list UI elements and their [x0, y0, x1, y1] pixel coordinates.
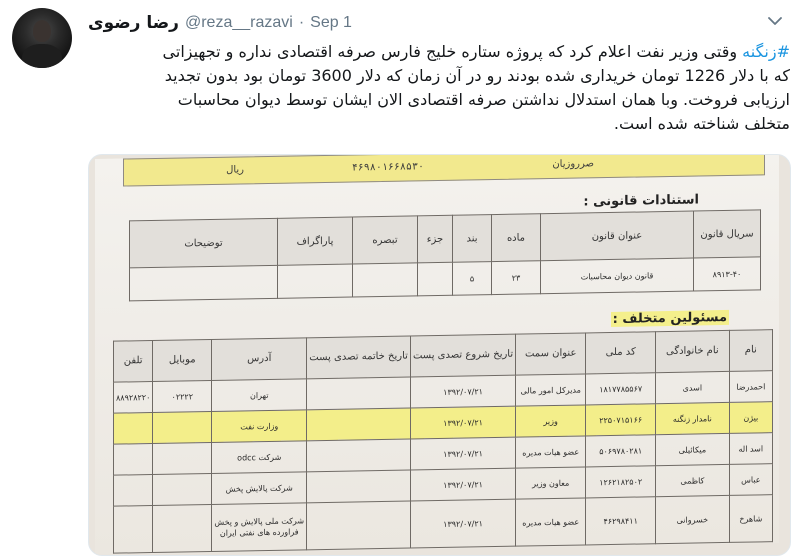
resp-cell — [153, 442, 212, 474]
top-row-label: صرروزیان — [552, 158, 594, 171]
resp-cell: احمدرضا — [729, 371, 772, 403]
top-row-amount: ۴۶۹۸۰۱۶۶۸۵۳۰ — [351, 161, 424, 174]
laws-header: ماده — [492, 214, 541, 262]
resp-cell — [153, 504, 212, 552]
responsible-section-title — [611, 310, 729, 327]
resp-cell — [153, 473, 212, 505]
top-row-unit: ریال — [226, 164, 244, 176]
resp-cell: مدیرکل امور مالی — [516, 374, 586, 406]
resp-cell: عضو هیات مدیره — [516, 436, 586, 468]
resp-cell: ۵۰۶۹۷۸۰۲۸۱ — [586, 435, 656, 467]
resp-cell — [153, 411, 212, 443]
resp-cell: ۱۸۱۷۷۸۵۵۶۷ — [586, 373, 656, 405]
resp-cell: خسروانی — [656, 495, 730, 543]
resp-cell — [307, 377, 411, 410]
laws-cell — [278, 264, 353, 298]
laws-cell — [418, 262, 453, 296]
resp-header: نام — [729, 330, 772, 372]
resp-cell — [114, 412, 153, 444]
laws-header: تبصره — [353, 216, 418, 264]
resp-cell — [307, 439, 411, 472]
hashtag-link[interactable]: #زنگنه — [742, 42, 790, 61]
resp-cell: عضو هیات مدیره — [516, 498, 586, 546]
resp-cell: ۱۳۹۲/۰۷/۲۱ — [410, 437, 515, 470]
resp-cell: ۲۲۵۰۷۱۵۱۶۶ — [586, 404, 656, 436]
resp-cell: ۱۳۹۲/۰۷/۲۱ — [410, 375, 515, 408]
resp-cell: اسدی — [656, 371, 730, 403]
laws-header: پاراگراف — [278, 217, 353, 265]
resp-cell: ۱۳۹۲/۰۷/۲۱ — [410, 406, 515, 439]
resp-header: تلفن — [114, 340, 153, 382]
resp-header: موبایل — [153, 339, 212, 381]
resp-cell — [307, 501, 411, 550]
tweet-body: وقتی وزیر نفت اعلام کرد که پروژه ستاره خلیج فارس صرفه اقتصادی نداره و تجهیزاتی که با دلار 1226 تومان خریداری شده بودند رو در آن زمان که دلار 3600 تومان بود بدون تجدید ارزیابی فروخت. وبا همان استدلال نداشتن صرفه اقتصادی الان ایشان توسط دیوان محاسبات متخلف شناخته شده است. — [162, 42, 790, 133]
tweet-text — [150, 40, 790, 136]
laws-header: سریال قانون — [694, 210, 761, 258]
laws-header: جزء — [418, 215, 453, 263]
laws-section-title: استنادات قانونی : — [583, 192, 699, 210]
avatar-body — [22, 44, 62, 68]
resp-cell: ۰۲۲۲۲ — [153, 380, 212, 412]
laws-cell: ۲۳ — [492, 261, 541, 295]
laws-header: توضیحات — [130, 218, 278, 268]
resp-cell: میکائیلی — [656, 433, 730, 465]
laws-header: عنوان قانون — [541, 211, 694, 261]
resp-cell: شرکت پالایش پخش — [212, 472, 307, 505]
responsible-table — [113, 329, 773, 554]
tweet-date[interactable]: Sep 1 — [310, 14, 352, 31]
resp-cell — [114, 505, 153, 553]
resp-cell: شرکت ملی پالایش و پخش فراورده های نفتی ایران — [212, 503, 307, 552]
document-paper — [95, 154, 779, 555]
laws-header: بند — [453, 215, 492, 263]
resp-header: تاریخ خاتمه تصدی پست — [307, 336, 411, 379]
chevron-down-icon[interactable] — [766, 14, 784, 28]
resp-cell: معاون وزیر — [516, 467, 586, 499]
responsible-title-highlight: مسئولین متخلف : — [612, 309, 727, 327]
resp-cell: نامدار زنگنه — [656, 402, 730, 434]
laws-cell: قانون دیوان محاسبات — [541, 258, 694, 294]
laws-cell — [130, 265, 278, 301]
tweet-media-photo[interactable] — [88, 154, 791, 556]
avatar[interactable] — [12, 8, 72, 68]
resp-cell: کاظمی — [656, 464, 730, 496]
resp-cell — [114, 443, 153, 475]
resp-cell: وزیر — [516, 405, 586, 437]
laws-cell: ۸۹۱۳-۴۰ — [694, 257, 761, 291]
laws-cell — [353, 263, 418, 297]
resp-cell: ۱۳۹۲/۰۷/۲۱ — [410, 499, 515, 548]
resp-cell — [114, 474, 153, 506]
resp-header: تاریخ شروع تصدی پست — [410, 334, 515, 377]
display-name[interactable]: رضا رضوی — [88, 13, 179, 33]
resp-cell: بیژن — [729, 402, 772, 434]
resp-cell: ۸۸۹۲۸۲۲۰ — [114, 381, 153, 413]
resp-cell: اسد اله — [729, 433, 772, 465]
document-top-row — [123, 154, 765, 187]
resp-cell: شاهرخ — [729, 495, 772, 543]
resp-cell: شرکت odcc — [212, 441, 307, 474]
resp-cell — [307, 470, 411, 503]
resp-cell: ۱۲۶۲۱۸۲۵۰۲ — [586, 466, 656, 498]
resp-cell — [307, 408, 411, 441]
resp-cell: تهران — [212, 379, 307, 412]
resp-cell: ۴۶۲۹۸۴۱۱ — [586, 497, 656, 545]
resp-header: آدرس — [212, 338, 307, 381]
laws-cell: ۵ — [453, 262, 492, 296]
tweet-header — [88, 12, 352, 34]
resp-cell: عباس — [729, 464, 772, 496]
user-handle[interactable]: @reza__razavi — [184, 14, 293, 31]
resp-cell: ۱۳۹۲/۰۷/۲۱ — [410, 468, 515, 501]
resp-cell: وزارت نفت — [212, 410, 307, 443]
table-row — [114, 495, 773, 554]
resp-header: عنوان سمت — [516, 333, 586, 375]
resp-header: نام خانوادگی — [656, 330, 730, 372]
avatar-head — [33, 20, 51, 42]
separator-dot: · — [298, 14, 305, 31]
laws-table — [129, 209, 761, 301]
resp-header: کد ملی — [586, 332, 656, 374]
